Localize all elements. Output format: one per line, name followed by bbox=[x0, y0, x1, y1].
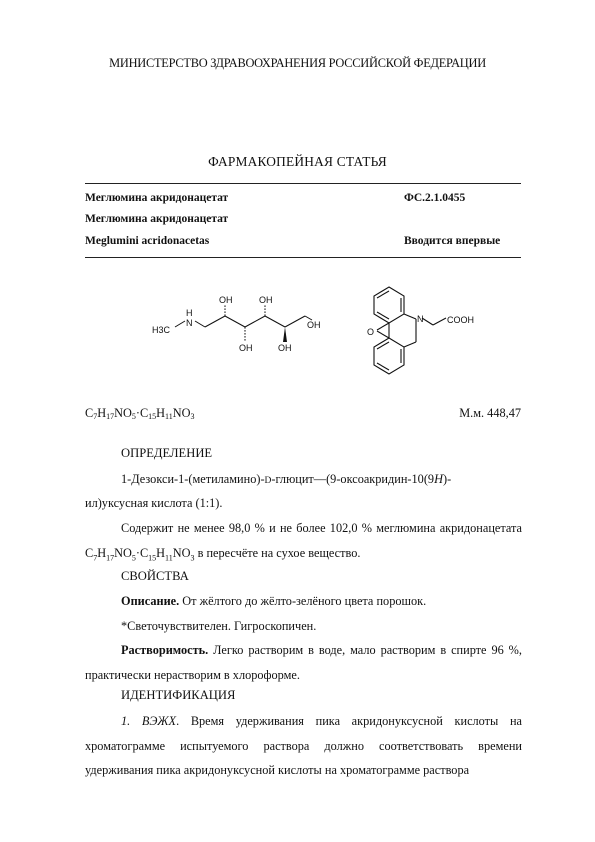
definition-content: Содержит не менее 98,0 % и не более 102,0 % меглюмина акридонацетата $C_7H_{17}NO_5\cdot C_{15}H_{11}NO_3$ в пересчёте на сухое вещество. bbox=[85, 521, 522, 563]
ketone-o-label: O bbox=[367, 327, 375, 337]
wedge-bond bbox=[283, 327, 287, 342]
section-identification: ИДЕНТИФИКАЦИЯ bbox=[121, 688, 236, 702]
oh-label-3: OH bbox=[259, 295, 273, 305]
oh-label-1: OH bbox=[219, 295, 233, 305]
section-properties: СВОЙСТВА bbox=[121, 569, 189, 583]
identification-hplc: 1. ВЭЖХ. Время удерживания пика акридонуксусной кислоты на хроматограмме испытуемого раствора должно соответствовать времени удерживания пика акридонуксусной кислоты на хроматограмме раствора bbox=[85, 714, 522, 778]
ministry-header: МИНИСТЕРСТВО ЗДРАВООХРАНЕНИЯ РОССИЙСКОЙ ФЕДЕРАЦИИ bbox=[109, 56, 486, 70]
h3c-label: H3C bbox=[152, 325, 171, 335]
oh-label-5: OH bbox=[307, 320, 321, 330]
molecular-formula: $C_7H_{17}NO_5\cdot C_{15}H_{11}NO_3$ bbox=[85, 406, 195, 421]
nh-n-label: N bbox=[186, 318, 193, 328]
sensitivity-note: *Светочувствителен. Гигроскопичен. bbox=[121, 619, 317, 633]
cooh-label: COOH bbox=[447, 315, 474, 325]
oh-label-2: OH bbox=[239, 343, 253, 353]
section-definition: ОПРЕДЕЛЕНИЕ bbox=[121, 446, 213, 460]
nh-h-label: H bbox=[186, 308, 193, 318]
definition-chemical-name: 1-Дезокси-1-(метиламино)-D-глюцит—(9-оксоакридин-10(9H)- ил)уксусная кислота (1:1). bbox=[85, 472, 452, 510]
molecular-weight: М.м. 448,47 bbox=[459, 406, 521, 420]
substance-name-ru: Меглюмина акридонацетат bbox=[85, 192, 229, 204]
acridone-structure bbox=[355, 276, 495, 386]
description: Описание. От жёлтого до жёлто-зелёного цвета порошок. bbox=[121, 594, 427, 608]
divider-bottom bbox=[85, 257, 521, 258]
meglumine-structure bbox=[150, 292, 330, 367]
substance-name-ru-2: Меглюмина акридонацетат bbox=[85, 213, 229, 225]
article-type-title: ФАРМАКОПЕЙНАЯ СТАТЬЯ bbox=[208, 154, 387, 169]
solubility: Растворимость. Легко растворим в воде, мало растворим в спирте 96 %, практически нерастворим в хлороформе. bbox=[85, 643, 522, 682]
article-status: Вводится впервые bbox=[404, 235, 501, 247]
acridone-n-label: N bbox=[417, 314, 424, 324]
divider-top bbox=[85, 183, 521, 184]
oh-label-4: OH bbox=[278, 343, 292, 353]
substance-name-lat: Meglumini acridonacetas bbox=[85, 235, 210, 247]
article-code: ФС.2.1.0455 bbox=[404, 192, 466, 204]
